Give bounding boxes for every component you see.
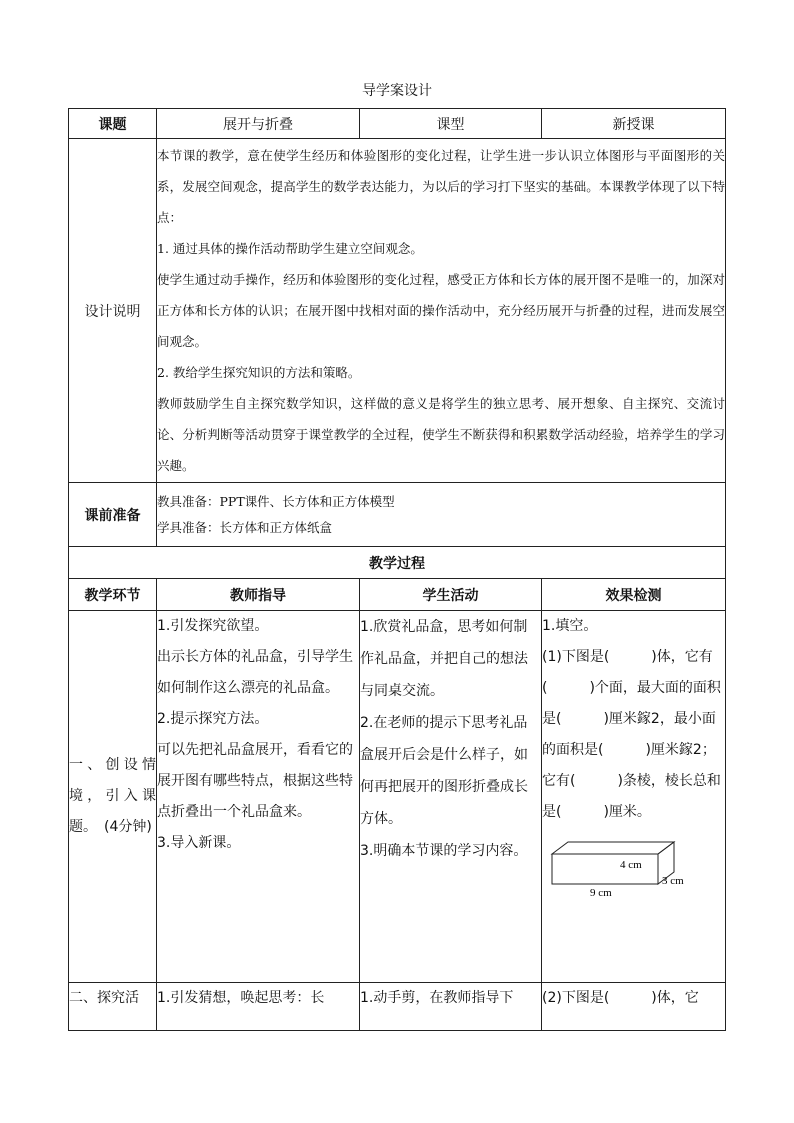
student-step: 2.在老师的提示下思考礼品盒展开后会是什么样子，如何再把展开的图形折叠成长方体。 xyxy=(360,715,528,827)
header-stage: 教学环节 xyxy=(69,579,157,611)
document-title: 导学案设计 xyxy=(362,83,432,99)
student-step: 1.欣赏礼品盒，思考如何制作礼品盒，并把自己的想法与同桌交流。 xyxy=(360,619,528,699)
type-value: 新授课 xyxy=(542,109,726,139)
stage-2-name: 二、探究活 xyxy=(69,983,157,1031)
teacher-step: 可以先把礼品盒展开，看看它的展开图有哪些特点，根据这些特点折叠出一个礼品盒来。 xyxy=(157,742,353,820)
process-title: 教学过程 xyxy=(69,547,726,579)
design-paragraph: 2. 教给学生探究知识的方法和策略。 xyxy=(157,365,361,380)
design-label: 设计说明 xyxy=(69,139,157,483)
stage-2-check: (2)下图是( )体，它 xyxy=(542,983,726,1031)
teacher-step: 3.导入新课。 xyxy=(157,835,241,851)
stage-1-check xyxy=(542,611,726,983)
teacher-tools: 教具准备：PPT课件、长方体和正方体模型 xyxy=(157,493,395,509)
cuboid-figure xyxy=(548,834,708,899)
stage-1-student xyxy=(360,611,542,983)
check-item: 1.填空。 xyxy=(542,618,598,634)
stage-2-student: 1.动手剪，在教师指导下 xyxy=(360,983,542,1031)
teacher-step: 出示长方体的礼品盒，引导学生如何制作这么漂亮的礼品盒。 xyxy=(157,649,353,696)
stage-2-teacher: 1.引发猜想，唤起思考：长 xyxy=(157,983,360,1031)
width-label: 3 cm xyxy=(662,875,684,887)
type-label: 课型 xyxy=(360,109,542,139)
student-tools: 学具准备：长方体和正方体纸盒 xyxy=(157,519,333,535)
design-paragraph: 本节课的教学，意在使学生经历和体验图形的变化过程，让学生进一步认识立体图形与平面图形的关系，发展空间观念，提高学生的数学表达能力，为以后的学习打下坚实的基础。本课教学体现了以下特点： xyxy=(157,148,725,225)
teacher-step: 2.提示探究方法。 xyxy=(157,711,269,727)
design-paragraph: 教师鼓励学生自主探究数学知识，这样做的意义是将学生的独立思考、展开想象、自主探究、交流讨论、分析判断等活动贯穿于课堂教学的全过程，使学生不断获得和积累数学活动经验，培养学生的学习兴趣。 xyxy=(157,396,725,473)
stage-1-name: 一、创设情境，引入课题。 (4分钟) xyxy=(69,611,157,983)
topic-label: 课题 xyxy=(69,109,157,139)
check-item: (1)下图是( )体，它有( )个面，最大面的面积是( )厘米鎵2，最小面的面积是( )厘米鎵2；它有( )条棱，棱长总和是( )厘米。 xyxy=(542,649,721,820)
design-description xyxy=(157,139,726,483)
design-paragraph: 使学生通过动手操作，经历和体验图形的变化过程，感受正方体和长方体的展开图不是唯一的，加深对正方体和长方体的认识；在展开图中找相对面的操作活动中，充分经历展开与折叠的过程，进而发展空间观念。 xyxy=(157,272,725,349)
student-step: 3.明确本节课的学习内容。 xyxy=(360,843,528,859)
prep-label: 课前准备 xyxy=(69,483,157,547)
header-student: 学生活动 xyxy=(360,579,542,611)
teacher-step: 1.引发探究欲望。 xyxy=(157,618,269,634)
length-label: 9 cm xyxy=(590,887,612,899)
header-check: 效果检测 xyxy=(542,579,726,611)
height-label: 4 cm xyxy=(620,859,642,871)
lesson-plan-table xyxy=(68,108,726,1031)
stage-1-teacher xyxy=(157,611,360,983)
prep-content xyxy=(157,483,726,547)
topic-value: 展开与折叠 xyxy=(157,109,360,139)
header-teacher: 教师指导 xyxy=(157,579,360,611)
design-paragraph: 1. 通过具体的操作活动帮助学生建立空间观念。 xyxy=(157,241,423,256)
